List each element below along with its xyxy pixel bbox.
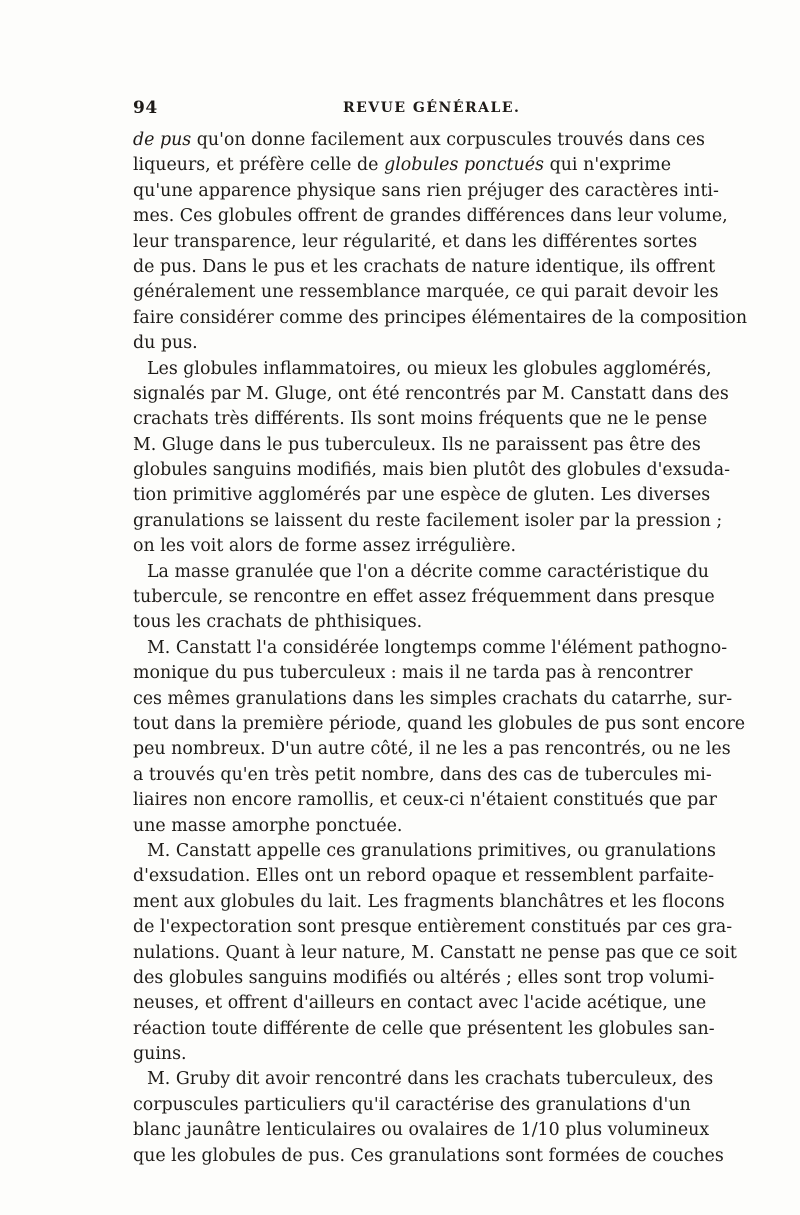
- line-text: qu'on donne facilement aux corpuscules trouvés dans ces: [191, 130, 705, 150]
- italic-text: de pus: [133, 130, 192, 150]
- text-line: liaires non encore ramollis, et ceux-ci n'étaient constitués que par: [133, 790, 717, 811]
- text-line: M. Gluge dans le pus tuberculeux. Ils ne paraissent pas être des: [133, 434, 701, 455]
- text-line: La masse granulée que l'on a décrite comme caractéristique du: [147, 561, 709, 582]
- text-line: tous les crachats de phthisiques.: [133, 612, 423, 633]
- text-line: réaction toute différente de celle que présentent les globules san-: [133, 1018, 715, 1039]
- text-line: M. Canstatt l'a considérée longtemps comme l'élément pathogno-: [147, 637, 728, 658]
- text-line: guins.: [133, 1044, 187, 1065]
- text-line: on les voit alors de forme assez irrégulière.: [133, 536, 517, 557]
- text-line: M. Canstatt appelle ces granulations primitives, ou granulations: [147, 840, 716, 861]
- text-line: signalés par M. Gluge, ont été rencontrés par M. Canstatt dans des: [133, 383, 729, 404]
- text-line: monique du pus tuberculeux : mais il ne tarda pas à rencontrer: [133, 663, 693, 684]
- text-line: nulations. Quant à leur nature, M. Canstatt ne pense pas que ce soit: [133, 942, 737, 963]
- text-line: généralement une ressemblance marquée, ce qui parait devoir les: [133, 282, 719, 303]
- text-line: crachats très différents. Ils sont moins fréquents que ne le pense: [133, 409, 708, 430]
- line-text: qui n'exprime: [543, 155, 671, 176]
- running-head: REVUE GÉNÉRALE.: [343, 100, 521, 116]
- text-line: globules sanguins modifiés, mais bien plutôt des globules d'exsuda-: [133, 460, 731, 481]
- text-line: [133, 128, 705, 153]
- text-line: granulations se laissent du reste facilement isoler par la pression ;: [133, 510, 723, 531]
- paragraph: [133, 128, 748, 357]
- text-line: de l'expectoration sont presque entièrement constitués par ces gra-: [133, 917, 733, 938]
- text-line: M. Gruby dit avoir rencontré dans les crachats tuberculeux, des: [147, 1069, 714, 1090]
- page-header: [133, 98, 671, 120]
- text-line: une masse amorphe ponctuée.: [133, 815, 403, 836]
- text-line: [133, 153, 671, 178]
- text-line: ment aux globules du lait. Les fragments blanchâtres et les flocons: [133, 891, 725, 912]
- page-number: 94: [133, 98, 158, 118]
- text-line: tion primitive agglomérés par une espèce de gluten. Les diverses: [133, 485, 711, 506]
- text-line: de pus. Dans le pus et les crachats de nature identique, ils offrent: [133, 256, 716, 277]
- body-text: [133, 128, 748, 1169]
- text-line: neuses, et offrent d'ailleurs en contact avec l'acide acétique, une: [133, 993, 707, 1014]
- text-line: qu'une apparence physique sans rien préjuger des caractères inti-: [133, 180, 719, 201]
- text-line: que les globules de pus. Ces granulations sont formées de couches: [133, 1145, 724, 1166]
- paragraph: [133, 357, 731, 560]
- text-line: blanc jaunâtre lenticulaires ou ovalaires de 1/10 plus volumineux: [133, 1120, 710, 1141]
- paragraph: [133, 560, 715, 636]
- text-line: Les globules inflammatoires, ou mieux les globules agglomérés,: [147, 358, 712, 379]
- paragraph: [133, 839, 737, 1068]
- text-line: faire considérer comme des principes élémentaires de la composition: [133, 307, 748, 328]
- text-line: a trouvés qu'en très petit nombre, dans des cas de tubercules mi-: [133, 764, 712, 785]
- text-line: d'exsudation. Elles ont un rebord opaque et ressemblent parfaite-: [133, 866, 714, 887]
- text-line: tubercule, se rencontre en effet assez fréquemment dans presque: [133, 587, 715, 608]
- text-line: peu nombreux. D'un autre côté, il ne les a pas rencontrés, ou ne les: [133, 739, 731, 760]
- text-line: leur transparence, leur régularité, et dans les différentes sortes: [133, 231, 698, 252]
- text-line: ces mêmes granulations dans les simples crachats du catarrhe, sur-: [133, 688, 733, 709]
- line-text: liqueurs, et préfère celle de: [133, 155, 385, 176]
- text-line: mes. Ces globules offrent de grandes différences dans leur volume,: [133, 206, 728, 227]
- italic-text: globules ponctués: [384, 155, 544, 176]
- text-line: tout dans la première période, quand les globules de pus sont encore: [133, 713, 746, 734]
- text-line: des globules sanguins modifiés ou altérés ; elles sont trop volumi-: [133, 967, 715, 988]
- paragraph: [133, 636, 746, 839]
- paragraph: [133, 1067, 724, 1169]
- text-line: du pus.: [133, 333, 198, 354]
- text-line: corpuscules particuliers qu'il caractérise des granulations d'un: [133, 1094, 691, 1115]
